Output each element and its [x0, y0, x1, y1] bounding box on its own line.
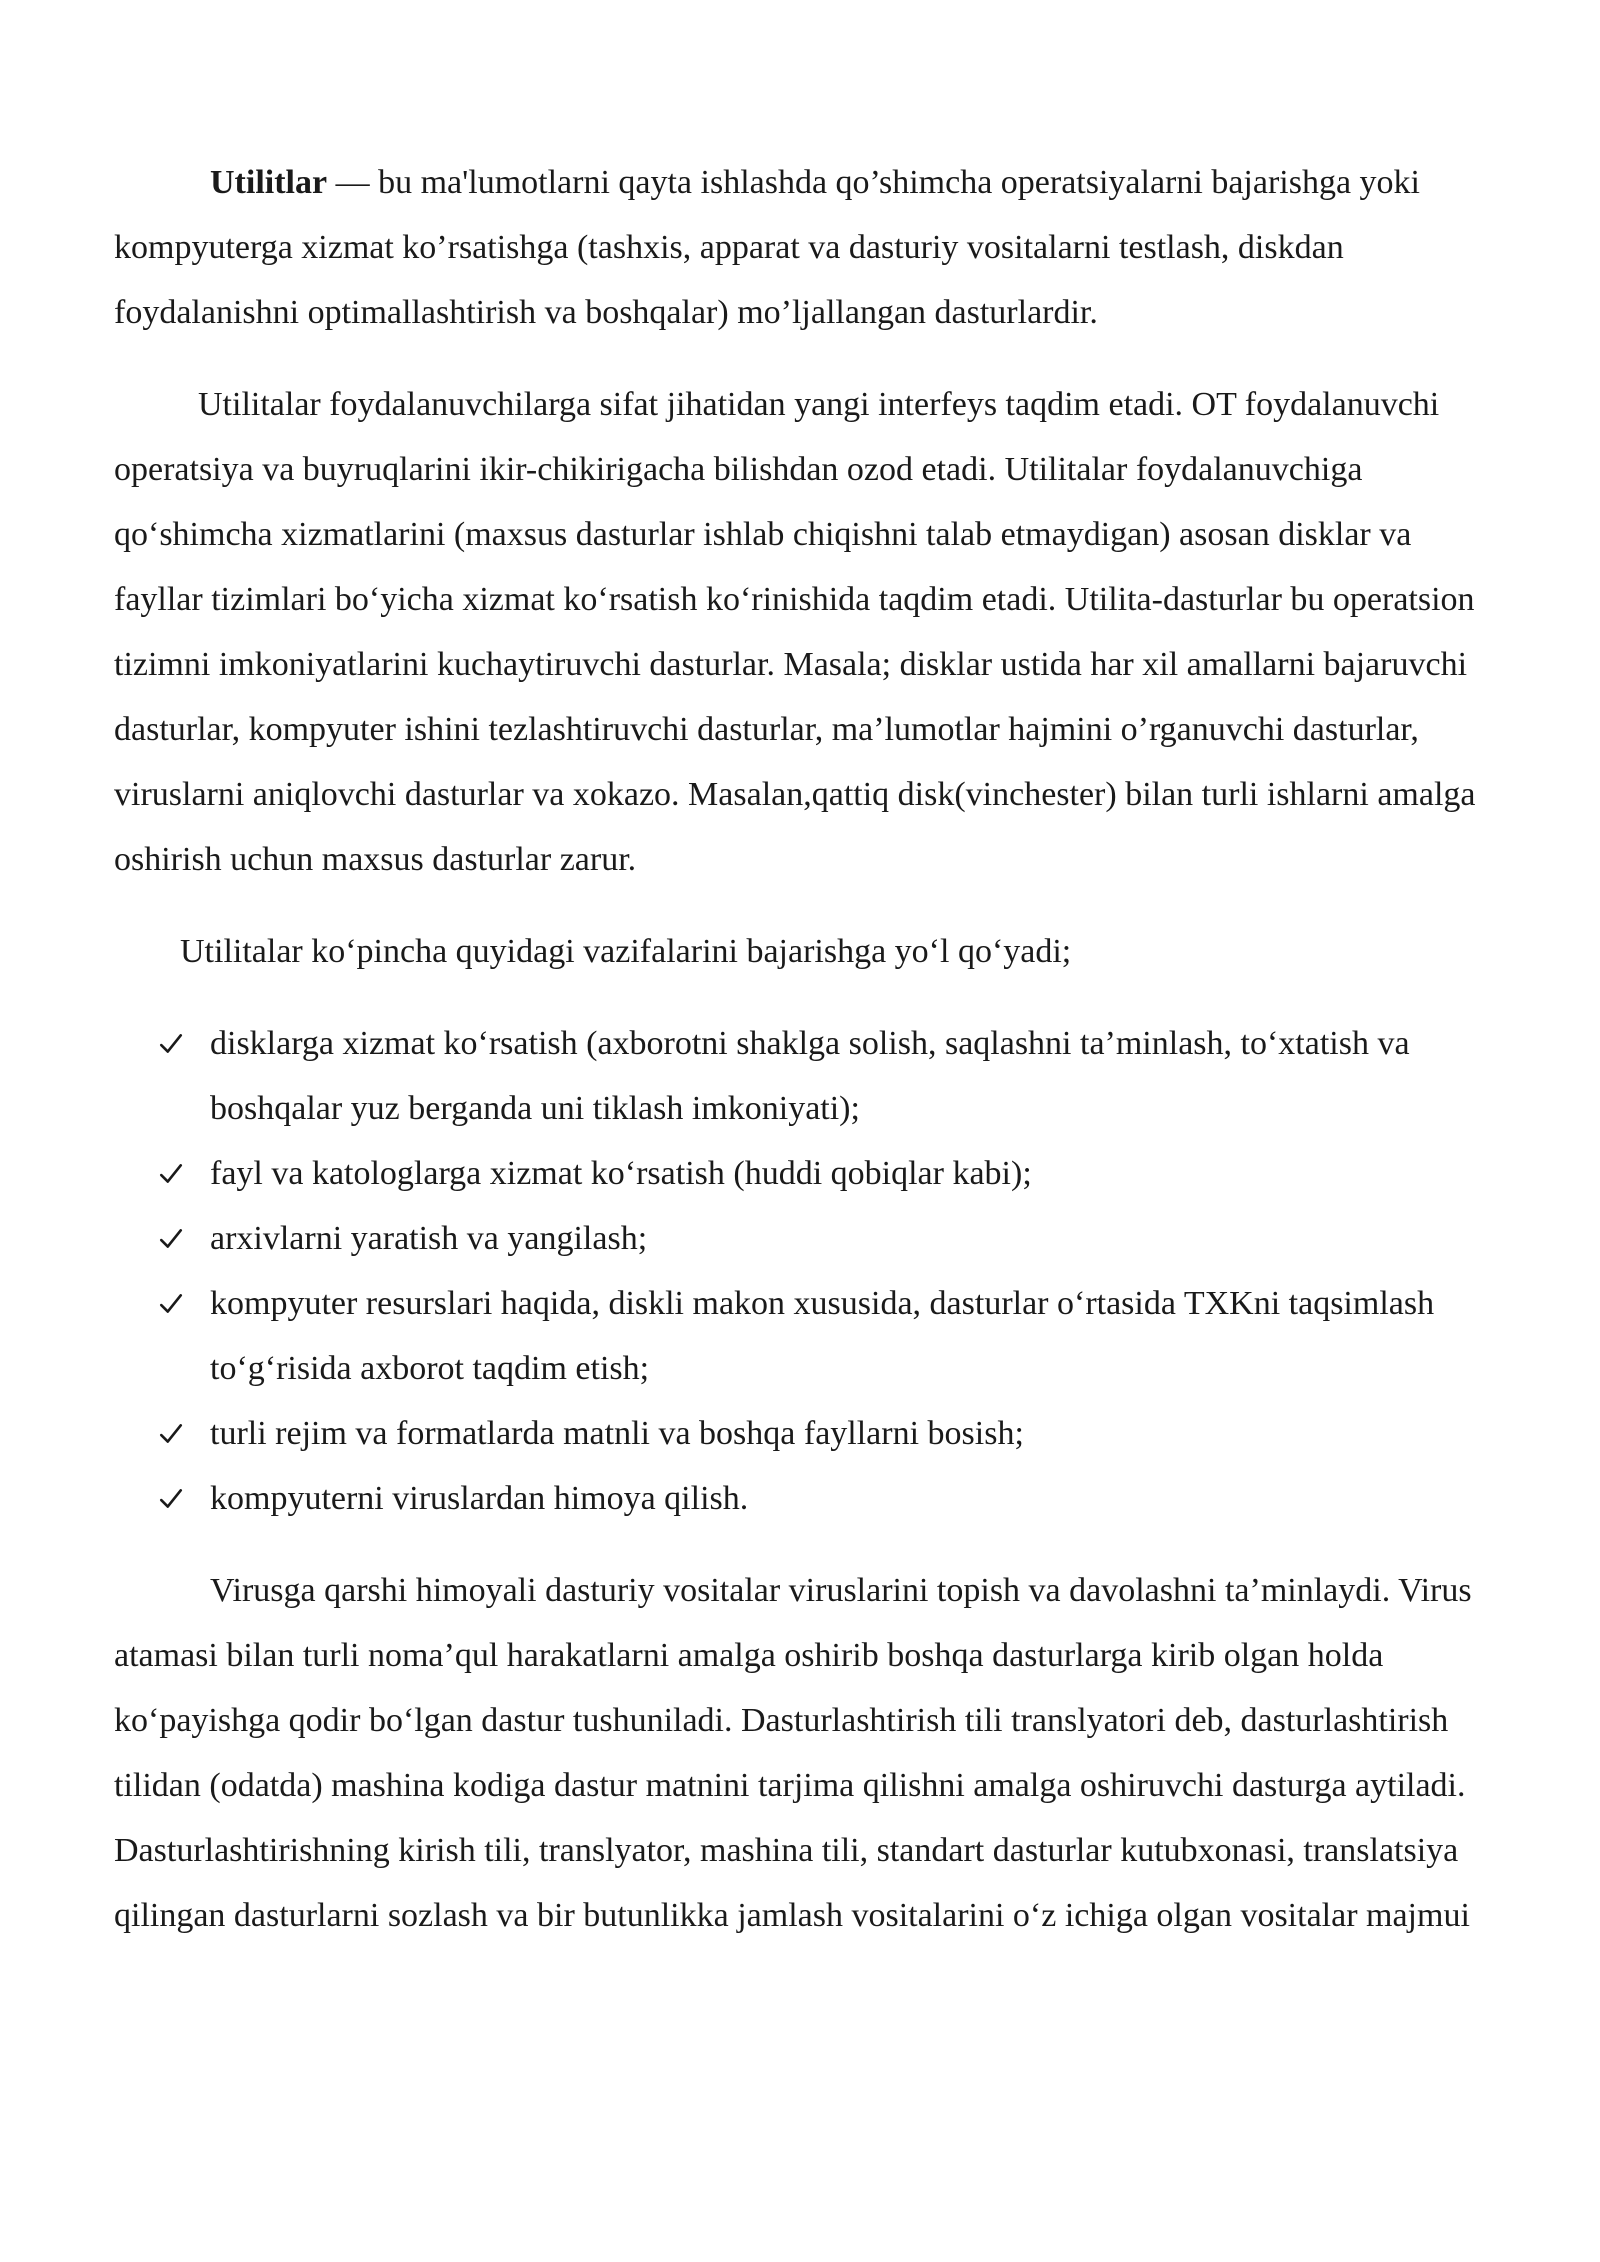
checkmark-icon — [156, 1011, 186, 1076]
list-item-text: arxivlarni yaratish va yangilash; — [210, 1220, 648, 1257]
paragraph-antivirus-translator: Virusga qarshi himoyali dasturiy vositalar viruslarini topish va davolashni ta’minlaydi. Virus atamasi bilan turli noma’qul harakatlarni amalga oshirib boshqa dasturlarga kirib olgan holda ko‘payishga qodir bo‘lgan dastur tushuniladi. Dasturlashtirish tili translyatori deb, dasturlashtirish tilidan (odatda) mashina kodiga dastur matnini tarjima qilishni amalga oshiruvchi dasturga aytiladi. Dasturlashtirishning kirish tili, translyator, mashina tili, standart dasturlar kutubxonasi, translatsiya qilingan dasturlarni sozlash va bir butunlikka jamlash vositalarini o‘z ichiga olgan vositalar majmui — [114, 1572, 1472, 1934]
list-item — [210, 1466, 1494, 1531]
checkmark-icon — [156, 1466, 186, 1531]
paragraph-utilitalar-description: Utilitalar foydalanuvchilarga sifat jihatidan yangi interfeys taqdim etadi. OT foydalanuvchi operatsiya va buyruqlarini ikir-chikirigacha bilishdan ozod etadi. Utilitalar foydalanuvchiga qo‘shimcha xizmatlarini (maxsus dasturlar ishlab chiqishni talab etmaydigan) asosan disklar va fayllar tizimlari bo‘yicha xizmat ko‘rsatish ko‘rinishida taqdim etadi. Utilita-dasturlar bu operatsion tizimni imkoniyatlarini kuchaytiruvchi dasturlar. Masala; disklar ustida har xil amallarni bajaruvchi dasturlar, kompyuter ishini tezlashtiruvchi dasturlar, ma’lumotlar hajmini o’rganuvchi dasturlar, viruslarni aniqlovchi dasturlar va xokazo. Masalan,qattiq disk(vinchester) bilan turli ishlarni amalga oshirish uchun maxsus dasturlar zarur. — [114, 386, 1476, 878]
document-page — [114, 150, 1494, 1948]
list-item-text: kompyuterni viruslardan himoya qilish. — [210, 1480, 749, 1517]
list-item — [210, 1141, 1494, 1206]
paragraph-list-intro: Utilitalar ko‘pincha quyidagi vazifalarini bajarishga yo‘l qo‘yadi; — [180, 933, 1072, 970]
list-item-text: kompyuter resurslari haqida, diskli makon xususida, dasturlar o‘rtasida TXKni taqsimlash to‘g‘risida axborot taqdim etish; — [210, 1285, 1435, 1387]
checkmark-icon — [156, 1271, 186, 1336]
checkmark-icon — [156, 1401, 186, 1466]
checkmark-icon — [156, 1141, 186, 1206]
paragraph-utilitlar-definition — [114, 150, 1494, 345]
task-checklist — [114, 1011, 1494, 1531]
paragraph-1-text: — bu ma'lumotlarni qayta ishlashda qo’shimcha operatsiyalarni bajarishga yoki kompyuterga xizmat ko’rsatishga (tashxis, apparat va dasturiy vositalarni testlash, diskdan foydalanishni optimallashtirish va boshqalar) mo’ljallangan dasturlardir. — [114, 164, 1420, 331]
list-item-text: turli rejim va formatlarda matnli va boshqa fayllarni bosish; — [210, 1415, 1024, 1452]
list-item-text: fayl va katologlarga xizmat ko‘rsatish (huddi qobiqlar kabi); — [210, 1155, 1032, 1192]
list-item — [210, 1271, 1494, 1401]
checkmark-icon — [156, 1206, 186, 1271]
list-item — [210, 1011, 1494, 1141]
list-item-text: disklarga xizmat ko‘rsatish (axborotni shaklga solish, saqlashni ta’minlash, to‘xtatish va boshqalar yuz berganda uni tiklash imkoniyati); — [210, 1025, 1410, 1127]
list-item — [210, 1401, 1494, 1466]
term-utilitlar: Utilitlar — [210, 164, 328, 201]
list-item — [210, 1206, 1494, 1271]
